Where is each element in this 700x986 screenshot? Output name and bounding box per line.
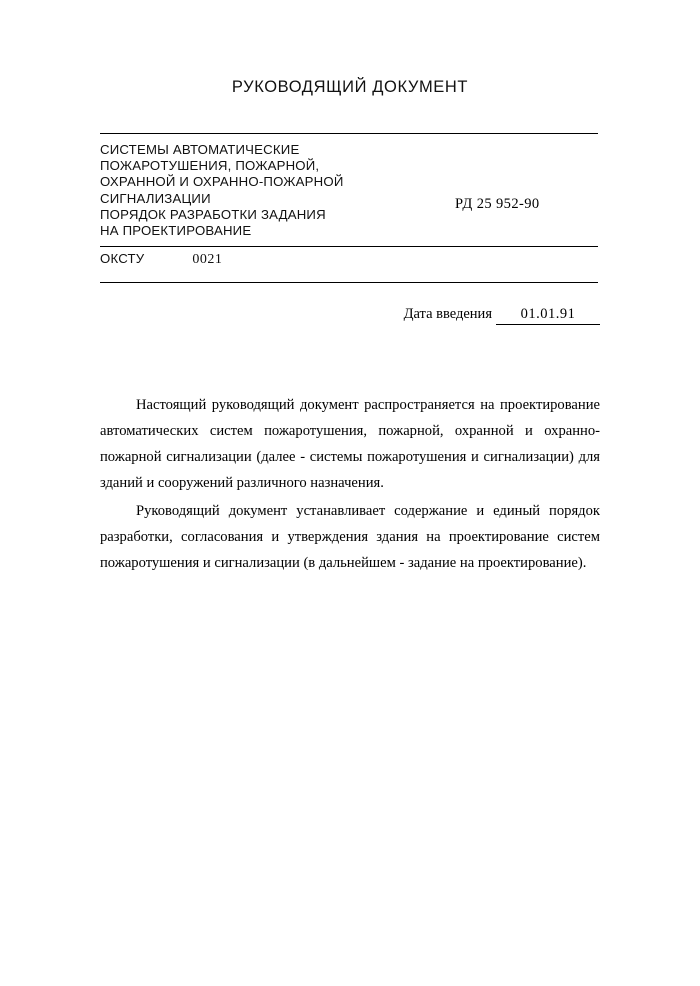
title-line-1: СИСТЕМЫ АВТОМАТИЧЕСКИЕ (100, 142, 300, 157)
introduction-date (404, 306, 600, 325)
document-title (100, 142, 440, 239)
paragraph: Настоящий руководящий документ распространяется на проектирование автоматических систем пожаротушения, пожарной, охранной и охранно-пожарной сигнализации (далее - системы пожаротушения и сигнализации) для зданий и сооружений различного назначения. (100, 397, 600, 491)
title-line-5: ПОРЯДОК РАЗРАБОТКИ ЗАДАНИЯ (100, 206, 326, 222)
introduction-date-value: 01.01.91 (496, 306, 600, 325)
title-line-6: НА ПРОЕКТИРОВАНИЕ (100, 223, 252, 239)
okstu-label: ОКСТУ (100, 251, 145, 266)
introduction-date-label: Дата введения (403, 306, 492, 322)
document-kind-heading: РУКОВОДЯЩИЙ ДОКУМЕНТ (231, 78, 469, 96)
okstu-code: 0021 (192, 252, 223, 267)
paragraph: Руководящий документ устанавливает содержание и единый порядок разработки, согласования и утверждения здания на проектирование систем пожаротушения и сигнализации (в дальнейшем - задание на проектирование). (100, 503, 600, 571)
title-bottom-divider (100, 246, 598, 247)
title-line-3: ОХРАННОЙ И ОХРАННО-ПОЖАРНОЙ (100, 174, 344, 190)
okstu-row (100, 251, 222, 268)
title-line-2: ПОЖАРОТУШЕНИЯ, ПОЖАРНОЙ, (100, 158, 320, 174)
title-line-4: СИГНАЛИЗАЦИИ (100, 190, 211, 206)
document-body (100, 392, 600, 576)
header-bottom-divider (100, 282, 598, 283)
document-code: РД 25 952-90 (455, 196, 540, 212)
header-top-divider (100, 133, 598, 134)
